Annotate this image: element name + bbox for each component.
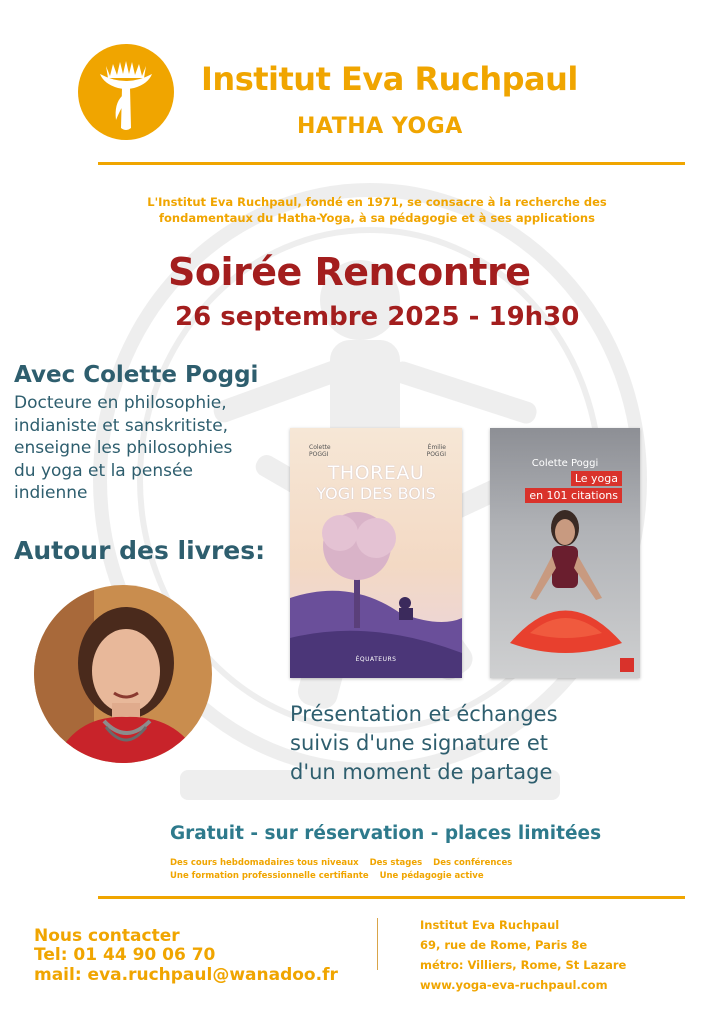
- intro-text: [130, 194, 624, 226]
- address-name: Institut Eva Ruchpaul: [420, 918, 560, 932]
- author-first: Colette: [309, 444, 331, 451]
- address-metro: métro: Villiers, Rome, St Lazare: [420, 958, 627, 972]
- book1-author-left: [309, 444, 339, 458]
- footer-divider: [377, 918, 378, 970]
- bio-line: indianiste et sanskritiste,: [14, 415, 229, 436]
- event-date: 26 septembre 2025 - 19h30: [175, 302, 580, 332]
- book1-title: THOREAU: [327, 462, 425, 484]
- contact-email[interactable]: mail: eva.ruchpaul@wanadoo.fr: [34, 965, 338, 985]
- booking-info: Gratuit - sur réservation - places limitées: [170, 823, 602, 844]
- website-link[interactable]: www.yoga-eva-ruchpaul.com: [420, 978, 608, 992]
- author-first: Émilie: [427, 444, 446, 451]
- bio-line: du yoga et la pensée: [14, 460, 193, 481]
- tag-item: Une pédagogie active: [379, 871, 484, 881]
- bio-line: enseigne les philosophies: [14, 438, 233, 458]
- book-thoreau-cover: [290, 428, 462, 678]
- presentation-line: d'un moment de partage: [290, 760, 553, 784]
- tag-item: Des cours hebdomadaires tous niveaux: [170, 858, 359, 868]
- bio-line: indienne: [14, 483, 88, 503]
- intro-line: fondamentaux du Hatha-Yoga, à sa pédagogie et à ses applications: [159, 211, 595, 225]
- institute-logo: [78, 44, 174, 140]
- book1-subtitle: YOGI DES BOIS: [316, 484, 436, 503]
- speaker-name: Avec Colette Poggi: [14, 362, 259, 388]
- intro-line: L'Institut Eva Ruchpaul, fondé en 1971, se consacre à la recherche des: [147, 195, 607, 209]
- book2-subtitle: en 101 citations: [525, 488, 622, 503]
- book-yoga-citations-cover: [490, 428, 640, 678]
- presentation-line: suivis d'une signature et: [290, 731, 549, 755]
- offer-tags: [170, 857, 590, 883]
- tag-item: Des conférences: [433, 858, 513, 868]
- speaker-portrait: [34, 585, 212, 763]
- top-divider: [98, 162, 685, 165]
- tag-item: Une formation professionnelle certifiante: [170, 871, 369, 881]
- tag-item: Des stages: [369, 858, 423, 868]
- bottom-divider: [98, 896, 685, 899]
- presentation-line: Présentation et échanges: [290, 702, 558, 726]
- book1-author-right: [416, 444, 446, 458]
- books-heading: Autour des livres:: [14, 536, 266, 565]
- book2-author: Colette Poggi: [531, 458, 599, 469]
- book2-title: Le yoga: [571, 471, 622, 486]
- speaker-bio: [14, 392, 274, 505]
- publisher-logo: [620, 658, 634, 672]
- address-street: 69, rue de Rome, Paris 8e: [420, 938, 588, 952]
- institute-subtitle: HATHA YOGA: [297, 114, 463, 139]
- contact-phone[interactable]: Tel: 01 44 90 06 70: [34, 945, 216, 965]
- event-title: Soirée Rencontre: [168, 250, 531, 294]
- book1-publisher: ÉQUATEURS: [355, 656, 397, 663]
- author-last: POGGI: [426, 451, 446, 458]
- author-last: POGGI: [309, 451, 329, 458]
- contact-heading: Nous contacter: [34, 926, 180, 946]
- presentation-text: [290, 700, 650, 787]
- institute-name: Institut Eva Ruchpaul: [201, 60, 578, 98]
- bio-line: Docteure en philosophie,: [14, 393, 227, 413]
